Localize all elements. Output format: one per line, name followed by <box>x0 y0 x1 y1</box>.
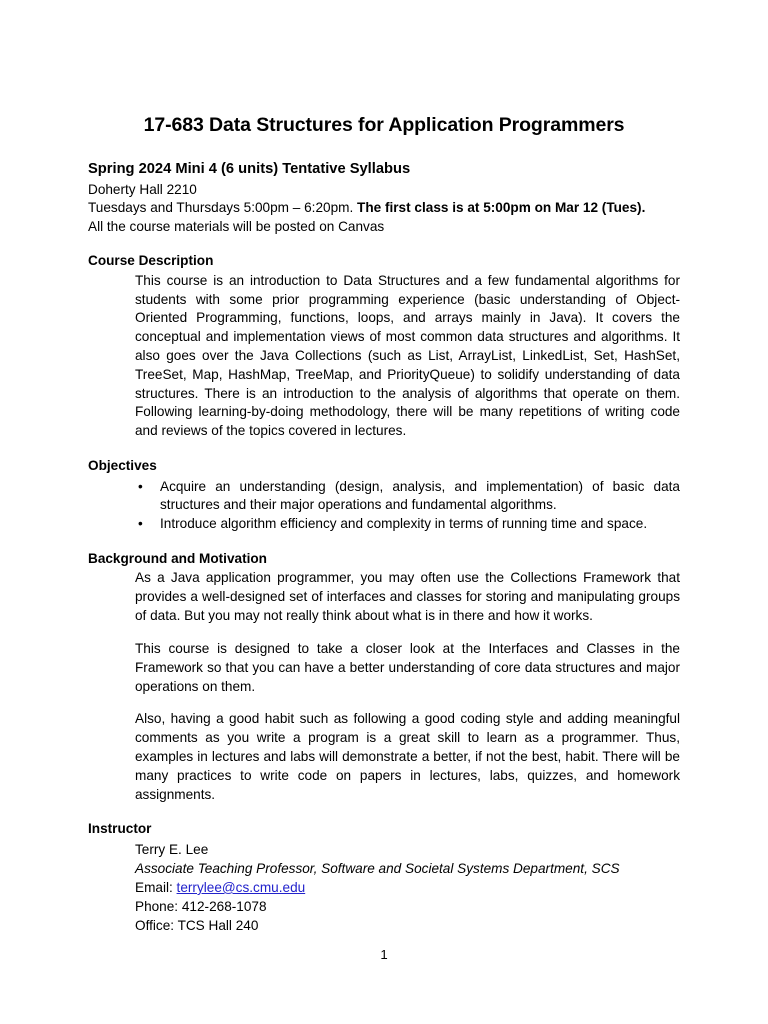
section-heading-course-description: Course Description <box>88 253 214 269</box>
instructor-title: Associate Teaching Professor, Software and Societal Systems Department, SCS <box>135 860 620 876</box>
email-label: Email: <box>135 879 177 895</box>
background-paragraph-2: This course is designed to take a closer look at the Interfaces and Classes in the Framework so that you can have a better understanding of core data structures and major operations on them. <box>135 640 680 694</box>
objectives-list <box>88 478 680 534</box>
section-heading-objectives: Objectives <box>88 458 157 474</box>
course-description-paragraph: This course is an introduction to Data Structures and a few fundamental algorithms for students with some prior programming experience (basic understanding of Object-Oriented Programming, functions, loops, and arrays mainly in Java). It covers the conceptual and implementation views of most common data structures and algorithms. It also goes over the Java Collections (such as List, ArrayList, LinkedList, Set, HashSet, TreeSet, Map, HashMap, TreeMap, and PriorityQueue) to solidify understanding of data structures. There is an introduction to the analysis of algorithms that operate on them. Following learning-by-doing methodology, there will be many repetitions of writing code and reviews of the topics covered in lectures. <box>135 272 680 439</box>
spacer <box>88 804 680 820</box>
section-heading-background-and-motivation: Background and Motivation <box>88 550 267 566</box>
document-content <box>88 113 680 935</box>
spacer <box>88 534 680 550</box>
bullet-icon: • <box>138 478 143 494</box>
instructor-office: Office: TCS Hall 240 <box>135 917 259 933</box>
list-item <box>138 515 680 534</box>
background-paragraph-3: Also, having a good habit such as following a good coding style and adding meaningful comments as you write a program is a great skill to learn as a programmer. Thus, examples in lectures and labs will demonstrate a better, if not the best, habit. There will be many practices to write code on papers in lectures, labs, quizzes, and homework assignments. <box>135 711 680 802</box>
bullet-icon: • <box>138 516 143 532</box>
schedule-time: Tuesdays and Thursdays 5:00pm – 6:20pm. <box>88 200 358 216</box>
course-location: Doherty Hall 2210 <box>88 181 197 197</box>
objective-text: Introduce algorithm efficiency and complexity in terms of running time and space. <box>160 516 648 532</box>
instructor-name: Terry E. Lee <box>135 841 209 857</box>
background-paragraph-1: As a Java application programmer, you may often use the Collections Framework that provides a well-designed set of interfaces and classes for storing and manipulating groups of data. But you may not really think about what is in there and how it works. <box>135 570 680 624</box>
spacer <box>88 236 680 252</box>
list-item <box>138 478 680 516</box>
instructor-email-link[interactable]: terrylee@cs.cmu.edu <box>176 879 306 895</box>
page-title: 17-683 Data Structures for Application Programmers <box>143 114 625 136</box>
first-class-note: The first class is at 5:00pm on Mar 12 (Tues). <box>357 200 646 216</box>
course-schedule <box>88 199 680 217</box>
objective-text: Acquire an understanding (design, analysis, and implementation) of basic data structures and their major operations and fundamental algorithms. <box>160 478 680 513</box>
instructor-email-row <box>135 878 680 897</box>
section-heading-instructor: Instructor <box>88 821 152 837</box>
instructor-phone: Phone: 412-268-1078 <box>135 898 267 914</box>
spacer <box>88 441 680 457</box>
course-materials-note: All the course materials will be posted on Canvas <box>88 218 385 234</box>
syllabus-subtitle: Spring 2024 Mini 4 (6 units) Tentative Syllabus <box>88 161 411 178</box>
page-number: 1 <box>380 947 388 962</box>
